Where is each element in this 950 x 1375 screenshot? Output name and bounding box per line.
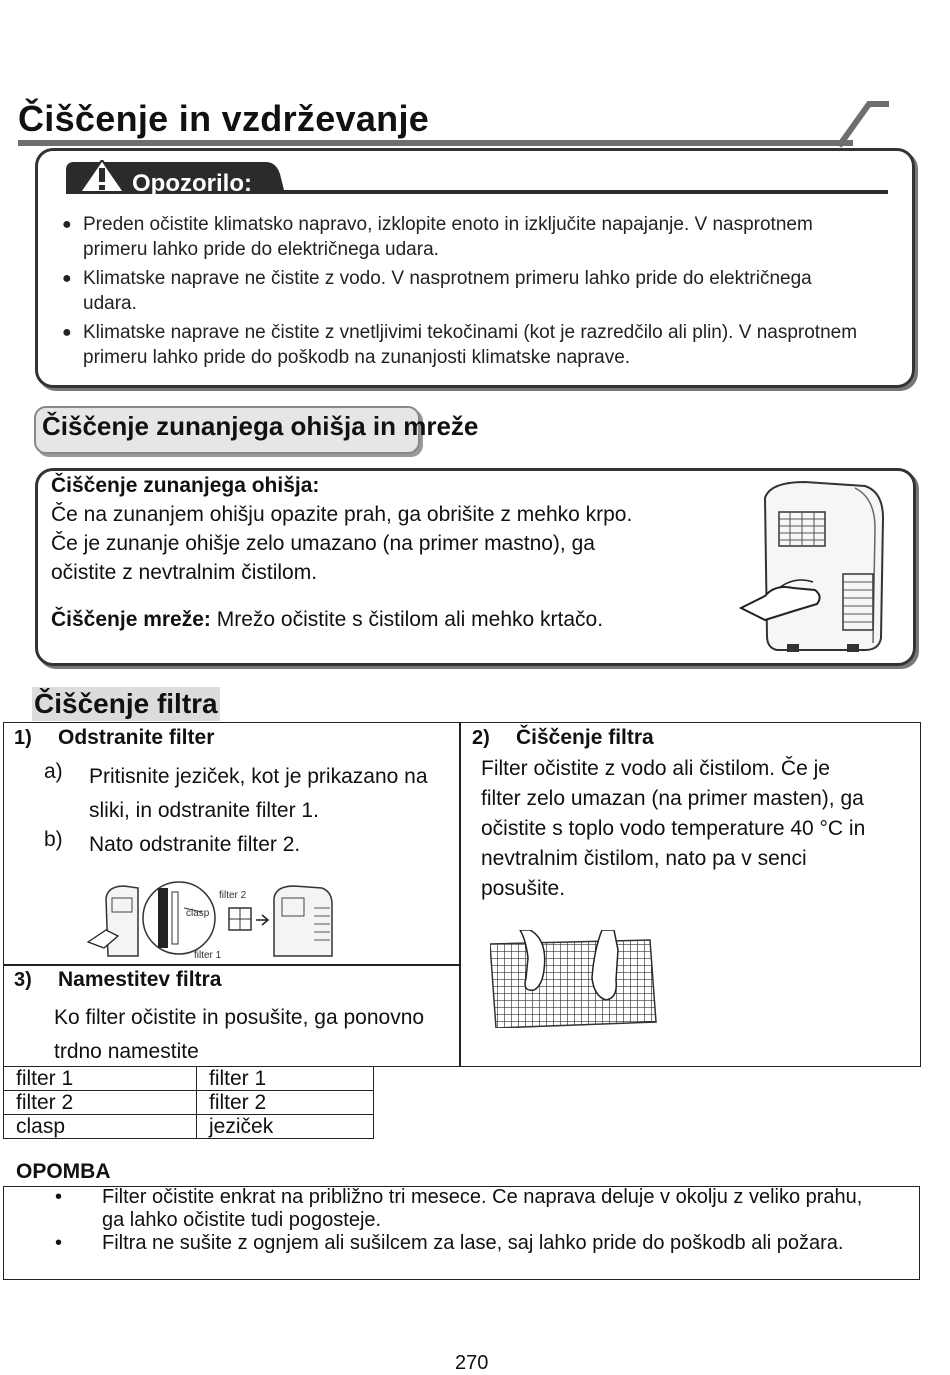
table-divider bbox=[3, 964, 461, 966]
glossary-term: clasp bbox=[4, 1115, 197, 1139]
title-corner-decoration bbox=[835, 100, 895, 150]
section-title-filter: Čiščenje filtra bbox=[34, 688, 218, 719]
step1-title: Odstranite filter bbox=[58, 726, 215, 749]
step3-number: 3) bbox=[14, 969, 32, 991]
step1a-text: Pritisnite jeziček, kot je prikazano na sliki, in odstranite filter 1. bbox=[89, 765, 428, 822]
glossary-translation: filter 1 bbox=[197, 1067, 374, 1091]
title-underline bbox=[18, 140, 853, 146]
note-item: • Filtra ne sušite z ognjem ali sušilcem za lase, saj lahko pride do poškodb ali požara. bbox=[55, 1232, 890, 1255]
warning-label: Opozorilo: bbox=[132, 170, 252, 197]
step2-text: Filter očistite z vodo ali čistilom. Če je filter zelo umazan (na primer masten), ga očistite s toplo vodo temperature 40 °C in nevtralnim čistilom, nato pa v senci posušite. bbox=[481, 757, 866, 900]
glossary-translation: jeziček bbox=[197, 1115, 374, 1139]
filter-washing-illustration bbox=[490, 930, 660, 1028]
note-title: OPOMBA bbox=[16, 1160, 111, 1183]
housing-subtitle: Čiščenje zunanjega ohišja: bbox=[51, 474, 320, 497]
diagram-label-filter1: filter 1 bbox=[194, 950, 222, 960]
warning-list bbox=[62, 212, 862, 374]
mesh-cleaning-body: Mrežo očistite s čistilom ali mehko krtačo. bbox=[210, 608, 604, 631]
note-item: • Filter očistite enkrat na približno tri mesece. Ce naprava deluje v okolju z veliko prahu, ga lahko očistite tudi pogosteje. bbox=[55, 1186, 890, 1232]
step3-text: Ko filter očistite in posušite, ga ponovno trdno namestite bbox=[54, 1006, 425, 1063]
filter-removal-diagram bbox=[84, 878, 344, 960]
housing-text-line: Če je zunanje ohišje zelo umazano (na primer mastno), ga bbox=[51, 532, 595, 555]
warning-item: ● Klimatske naprave ne čistite z vodo. V nasprotnem primeru lahko pride do električnega udara. bbox=[62, 266, 862, 316]
step2-heading bbox=[472, 726, 654, 750]
warning-item: ● Preden očistite klimatsko napravo, izklopite enoto in izključite napajanje. V nasprotnem primeru lahko pride do električnega udara. bbox=[62, 212, 862, 262]
diagram-label-clasp: clasp bbox=[186, 908, 210, 919]
mesh-cleaning-label: Čiščenje mreže: bbox=[51, 608, 211, 631]
table-row bbox=[4, 1091, 374, 1115]
mesh-cleaning-text bbox=[51, 608, 603, 632]
table-row bbox=[4, 1115, 374, 1139]
table-divider bbox=[459, 722, 461, 1067]
step2-title: Čiščenje filtra bbox=[516, 726, 654, 749]
step1b-marker: b) bbox=[44, 828, 63, 851]
step1-number: 1) bbox=[14, 727, 32, 749]
step1b-text: Nato odstranite filter 2. bbox=[89, 833, 301, 856]
step3-title: Namestitev filtra bbox=[58, 968, 222, 991]
warning-item: ● Klimatske naprave ne čistite z vnetljivimi tekočinami (kot je razredčilo ali plin). V nasprotnem primeru lahko pride do poškodb na zunanjosti klimatske naprave. bbox=[62, 320, 862, 370]
step1-heading bbox=[14, 726, 214, 750]
page-title: Čiščenje in vzdrževanje bbox=[18, 98, 430, 139]
page-number: 270 bbox=[455, 1352, 489, 1374]
step3-heading bbox=[14, 968, 221, 992]
step2-number: 2) bbox=[472, 727, 490, 749]
step1a-marker: a) bbox=[44, 760, 63, 783]
glossary-table bbox=[3, 1066, 374, 1139]
diagram-label-filter2: filter 2 bbox=[219, 890, 247, 901]
glossary-term: filter 1 bbox=[4, 1067, 197, 1091]
air-conditioner-wiping-illustration bbox=[735, 478, 890, 658]
section-title-housing: Čiščenje zunanjega ohišja in mreže bbox=[42, 411, 479, 441]
glossary-translation: filter 2 bbox=[197, 1091, 374, 1115]
table-row bbox=[4, 1067, 374, 1091]
glossary-term: filter 2 bbox=[4, 1091, 197, 1115]
note-list bbox=[55, 1186, 890, 1255]
housing-text-line: očistite z nevtralnim čistilom. bbox=[51, 561, 318, 584]
housing-text-line: Če na zunanjem ohišju opazite prah, ga obrišite z mehko krpo. bbox=[51, 503, 633, 526]
